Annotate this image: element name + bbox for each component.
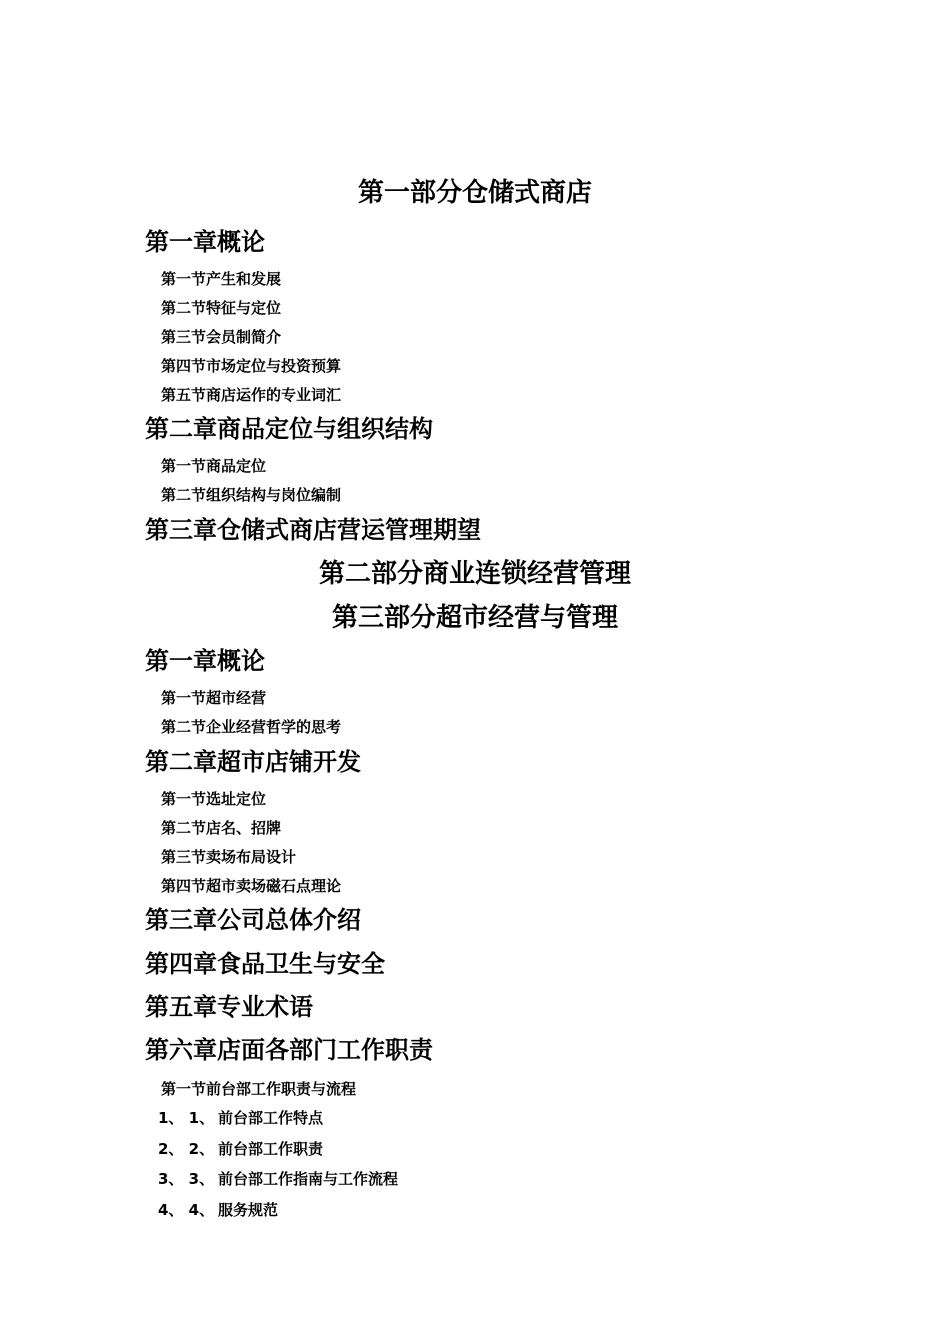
list-item: [158, 1142, 323, 1157]
chapter-heading: 第二章商品定位与组织结构: [145, 415, 433, 443]
section-heading: 第三节会员制简介: [161, 328, 282, 346]
section-heading: 第五节商店运作的专业词汇: [161, 386, 342, 404]
list-item-number: 3、 3、: [158, 1170, 215, 1188]
chapter-heading: 第四章食品卫生与安全: [145, 950, 385, 978]
chapter-heading: 第一章概论: [145, 647, 265, 675]
list-item-number: 2、 2、: [158, 1140, 215, 1158]
section-heading: 第一节产生和发展: [161, 270, 282, 288]
list-item-number: 1、 1、: [158, 1109, 215, 1127]
section-heading: 第三节卖场布局设计: [161, 848, 297, 866]
list-item: [158, 1111, 323, 1126]
section-heading: 第一节选址定位: [161, 790, 267, 808]
chapter-heading: 第一章概论: [145, 228, 265, 256]
chapter-heading: 第六章店面各部门工作职责: [145, 1036, 433, 1064]
list-item: [158, 1172, 398, 1187]
list-item-text: 前台部工作指南与工作流程: [218, 1170, 399, 1188]
part-title: 第三部分超市经营与管理: [331, 603, 618, 633]
list-item-text: 服务规范: [218, 1201, 279, 1219]
list-item-text: 前台部工作特点: [218, 1109, 324, 1127]
section-heading: 第二节特征与定位: [161, 299, 282, 317]
section-heading: 第二节组织结构与岗位编制: [161, 486, 342, 504]
section-heading: 第四节超市卖场磁石点理论: [161, 877, 342, 895]
chapter-heading: 第二章超市店铺开发: [145, 748, 361, 776]
part-title: 第一部分仓储式商店: [357, 178, 592, 208]
section-heading: 第一节商品定位: [161, 457, 267, 475]
chapter-heading: 第五章专业术语: [145, 993, 313, 1021]
part-title: 第二部分商业连锁经营管理: [318, 559, 631, 589]
list-item-number: 4、 4、: [158, 1201, 215, 1219]
list-item: [158, 1203, 278, 1218]
section-heading: 第四节市场定位与投资预算: [161, 357, 342, 375]
list-item-text: 前台部工作职责: [218, 1140, 324, 1158]
section-heading: 第一节前台部工作职责与流程: [161, 1080, 357, 1098]
section-heading: 第二节企业经营哲学的思考: [161, 718, 342, 736]
chapter-heading: 第三章仓储式商店营运管理期望: [145, 516, 481, 544]
section-heading: 第一节超市经营: [161, 689, 267, 707]
section-heading: 第二节店名、招牌: [161, 819, 282, 837]
chapter-heading: 第三章公司总体介绍: [145, 906, 361, 934]
